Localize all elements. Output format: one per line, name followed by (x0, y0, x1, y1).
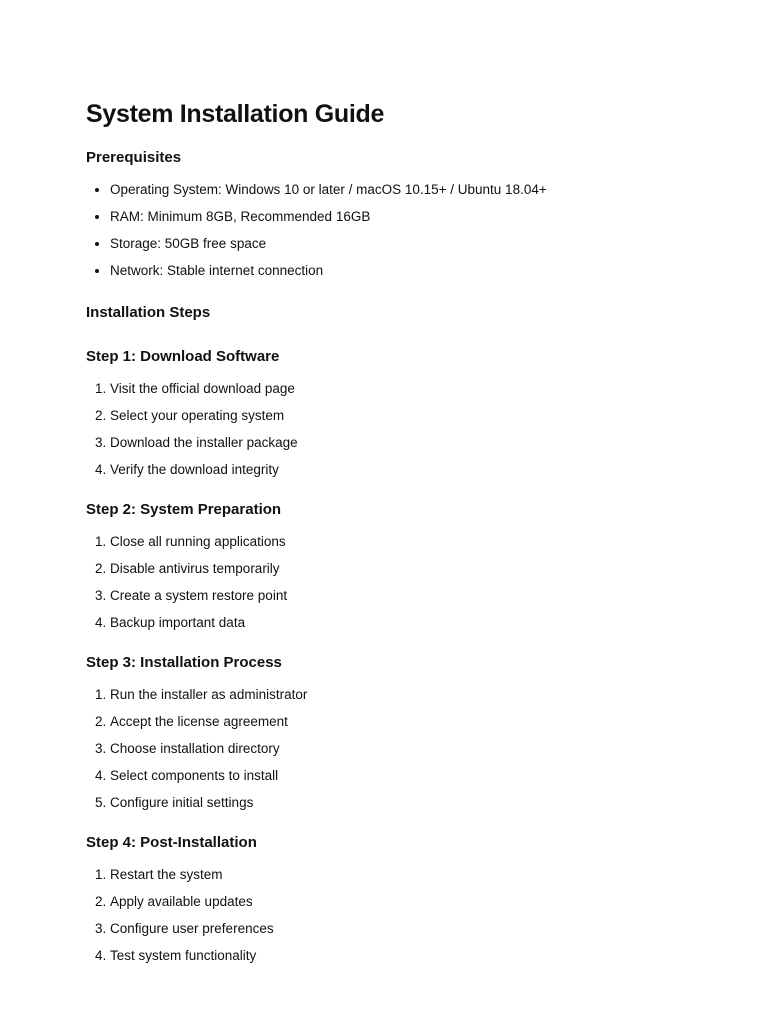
step-3-heading: Step 3: Installation Process (86, 654, 282, 671)
step-1-heading: Step 1: Download Software (86, 348, 280, 365)
step-2-heading: Step 2: System Preparation (86, 501, 282, 518)
step-3-list (86, 681, 682, 816)
list-item: 3. Download the installer package (110, 429, 682, 456)
prerequisites-heading: Prerequisites (86, 149, 182, 166)
page-title: System Installation Guide (86, 100, 385, 128)
list-item: • Storage: 50GB free space (110, 230, 682, 257)
prerequisites-list (86, 176, 682, 284)
step-1-list (86, 375, 682, 483)
list-item: 4. Verify the download integrity (110, 456, 682, 483)
list-item: 1. Run the installer as administrator (110, 681, 682, 708)
list-item: 3. Choose installation directory (110, 735, 682, 762)
list-item: 2. Apply available updates (110, 888, 682, 915)
step-4-heading: Step 4: Post-Installation (86, 834, 257, 851)
list-item: 5. Configure initial settings (110, 789, 682, 816)
list-item: 1. Visit the official download page (110, 375, 682, 402)
list-item: 1. Close all running applications (110, 528, 682, 555)
step-4-list (86, 861, 682, 969)
list-item: 2. Disable antivirus temporarily (110, 555, 682, 582)
list-item: 2. Select your operating system (110, 402, 682, 429)
list-item: • RAM: Minimum 8GB, Recommended 16GB (110, 203, 682, 230)
list-item: 3. Configure user preferences (110, 915, 682, 942)
list-item: 4. Test system functionality (110, 942, 682, 969)
list-item: 2. Accept the license agreement (110, 708, 682, 735)
list-item: 3. Create a system restore point (110, 582, 682, 609)
list-item: 4. Backup important data (110, 609, 682, 636)
list-item: 4. Select components to install (110, 762, 682, 789)
list-item: • Operating System: Windows 10 or later / macOS 10.15+ / Ubuntu 18.04+ (110, 176, 682, 203)
list-item: 1. Restart the system (110, 861, 682, 888)
list-item: • Network: Stable internet connection (110, 257, 682, 284)
installation-steps-heading: Installation Steps (86, 304, 211, 321)
step-2-list (86, 528, 682, 636)
